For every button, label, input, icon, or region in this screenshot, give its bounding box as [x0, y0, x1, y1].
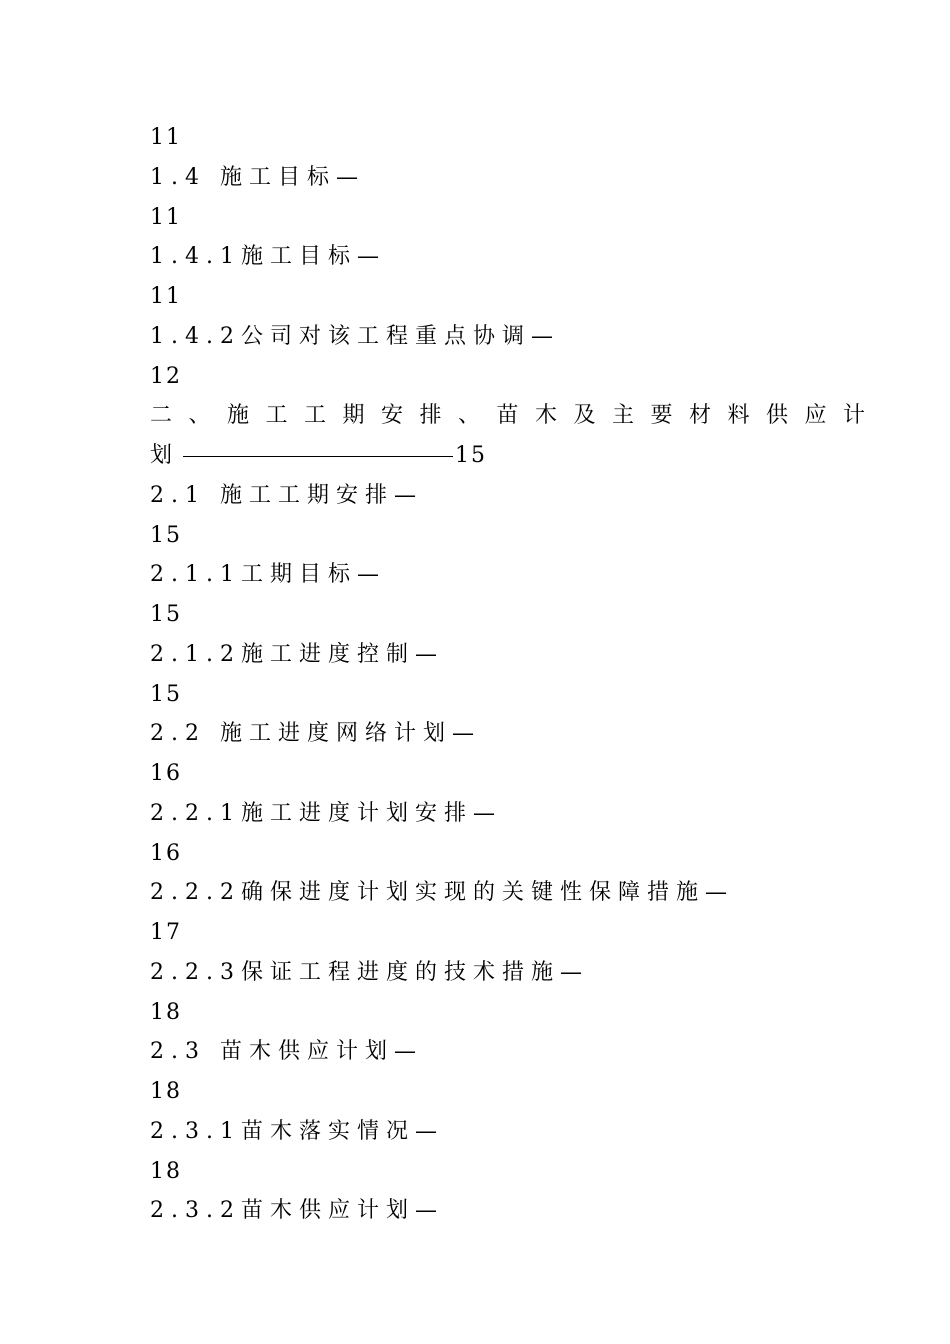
toc-page-number: 15 — [455, 443, 488, 468]
toc-page-number: 15 — [150, 681, 182, 707]
toc-chapter-2-heading-continued — [150, 436, 800, 476]
toc-entry-2-2: 2.2 施工进度网络计划— — [150, 721, 481, 747]
toc-entry-2-1-2: 2.1.2施工进度控制— — [150, 641, 444, 667]
toc-chapter-2-heading: 二、施工工期安排、苗木及主要材料供应计 — [150, 403, 882, 429]
toc-page-number: 15 — [150, 522, 182, 548]
toc-page-number: 15 — [150, 602, 182, 627]
toc-entry-2-1-1: 2.1.1工期目标— — [150, 562, 386, 588]
toc-page-number: 18 — [150, 999, 182, 1025]
toc-page-number: 18 — [150, 1079, 182, 1104]
toc-entry-2-3: 2.3 苗木供应计划— — [150, 1039, 423, 1065]
toc-entry-2-1: 2.1 施工工期安排— — [150, 482, 423, 508]
toc-page-number: 11 — [150, 284, 182, 309]
toc-entry-1-4-1: 1.4.1施工目标— — [150, 244, 386, 270]
table-of-contents — [150, 118, 882, 1231]
toc-page-number: 11 — [150, 125, 182, 150]
toc-entry-2-2-1: 2.2.1施工进度计划安排— — [150, 800, 502, 826]
toc-heading-tail: 划 — [150, 443, 180, 468]
toc-page-number: 16 — [150, 840, 182, 866]
toc-entry-2-3-1: 2.3.1苗木落实情况— — [150, 1118, 444, 1144]
leader-line — [183, 456, 453, 457]
toc-page-number: 12 — [150, 363, 182, 389]
toc-page-number: 17 — [150, 920, 182, 945]
toc-page-number: 16 — [150, 761, 182, 786]
toc-page-number: 11 — [150, 204, 182, 230]
toc-entry-2-2-2: 2.2.2确保进度计划实现的关键性保障措施— — [150, 880, 734, 906]
toc-entry-1-4: 1.4 施工目标— — [150, 164, 365, 190]
toc-entry-2-2-3: 2.2.3保证工程进度的技术措施— — [150, 959, 589, 985]
toc-entry-2-3-2: 2.3.2苗木供应计划— — [150, 1198, 444, 1224]
toc-entry-1-4-2: 1.4.2公司对该工程重点协调— — [150, 323, 560, 349]
toc-page-number: 18 — [150, 1158, 182, 1184]
